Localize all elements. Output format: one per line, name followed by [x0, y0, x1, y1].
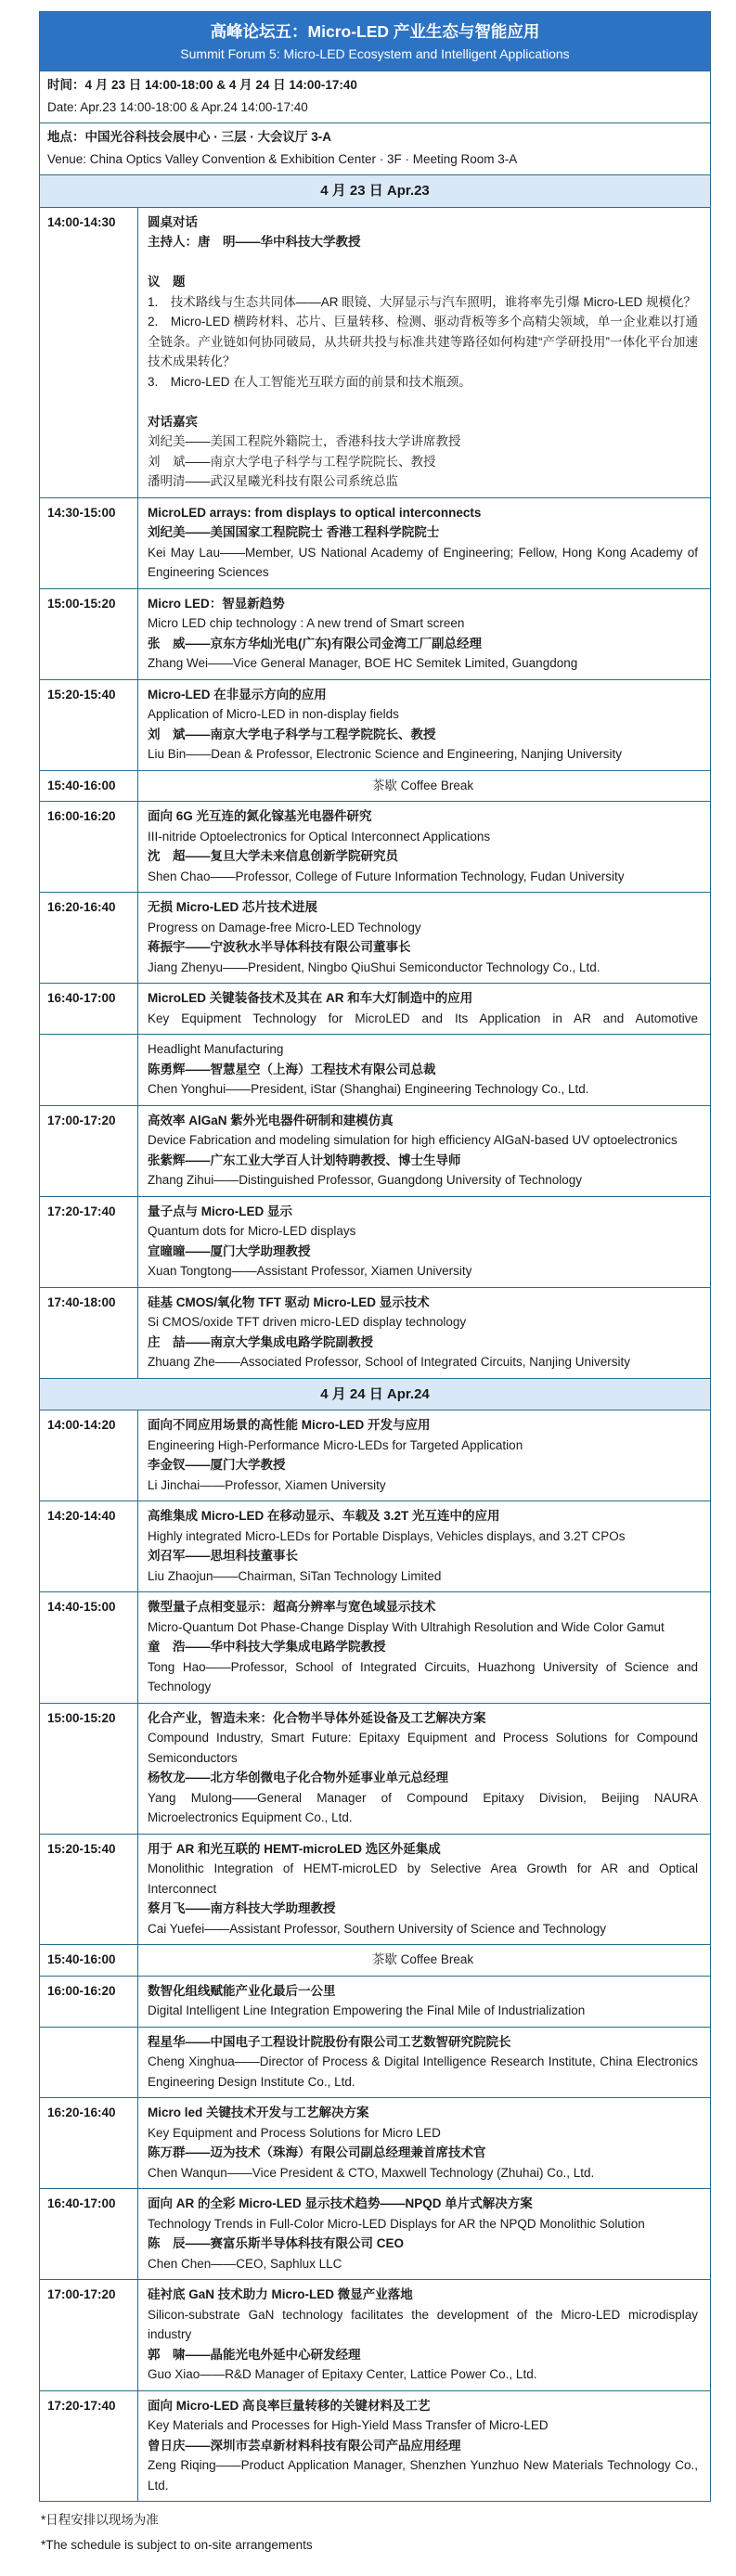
- session-content: [138, 2028, 710, 2098]
- session-title-line: Micro-LED 在非显示方向的应用: [148, 687, 327, 702]
- time-cell: 14:00-14:20: [40, 1410, 138, 1501]
- session-text-line: 刘纪美——美国工程院外籍院士，香港科技大学讲席教授: [148, 434, 461, 449]
- session-row: [40, 2390, 710, 2502]
- session-text-line: Silicon-substrate GaN technology facilitates the development of the Micro-LED microdisplay industry: [148, 2307, 698, 2342]
- session-text-line: Technology Trends in Full-Color Micro-LED Displays for AR the NPQD Monolithic Solution: [148, 2216, 645, 2231]
- session-content: [138, 802, 710, 892]
- session-title-line: 微型量子点相变显示：超高分辨率与宽色域显示技术: [148, 1600, 436, 1615]
- session-text-line: Zhang Wei——Vice General Manager, BOE HC Semitek Limited, Guangdong: [148, 656, 578, 671]
- session-row: [40, 1105, 710, 1196]
- time-cell: 17:40-18:00: [40, 1288, 138, 1378]
- session-title-line: 李金钗——厦门大学教授: [148, 1458, 286, 1473]
- session-title-line: 高维集成 Micro-LED 在移动显示、车载及 3.2T 光互连中的应用: [148, 1509, 500, 1524]
- time-cell: 14:40-15:00: [40, 1592, 138, 1703]
- session-row: [40, 983, 710, 1034]
- session-title-line: 用于 AR 和光互联的 HEMT-microLED 选区外延集成: [148, 1841, 441, 1856]
- spacer-line: [148, 252, 698, 273]
- session-content: [138, 1501, 710, 1591]
- session-text-line: 3. Micro-LED 在人工智能光互联方面的前景和技术瓶颈。: [148, 374, 471, 389]
- session-text-line: Chen Yonghui——President, iStar (Shanghai) Engineering Technology Co., Ltd.: [148, 1082, 589, 1097]
- session-text-line: Device Fabrication and modeling simulation for high efficiency AlGaN-based UV optoelectronics: [148, 1133, 678, 1148]
- session-title-line: 对话嘉宾: [148, 414, 198, 429]
- session-title-line: 圆桌对话: [148, 214, 198, 229]
- session-content: [138, 1035, 710, 1105]
- session-row: [40, 1196, 710, 1287]
- session-row: [40, 1976, 710, 2027]
- session-text-line: Chen Chen——CEO, Saphlux LLC: [148, 2256, 342, 2271]
- session-title-line: 硅衬底 GaN 技术助力 Micro-LED 微显产业落地: [148, 2287, 413, 2302]
- session-title-line: 面向 6G 光互连的氮化镓基光电器件研究: [148, 809, 372, 824]
- session-title-line: 庄 喆——南京大学集成电路学院副教授: [148, 1334, 373, 1349]
- session-text-line: Liu Bin——Dean & Professor, Electronic Science and Engineering, Nanjing University: [148, 747, 623, 762]
- session-text-line: Liu Zhaojun——Chairman, SiTan Technology Limited: [148, 1568, 442, 1583]
- session-text-line: Micro-Quantum Dot Phase-Change Display With Ultrahigh Resolution and Wide Color Gamut: [148, 1619, 665, 1634]
- session-text-line: Key Materials and Processes for High-Yield Mass Transfer of Micro-LED: [148, 2418, 549, 2433]
- time-label-en: Date: Apr.23 14:00-18:00 & Apr.24 14:00-17:40: [47, 100, 308, 115]
- session-title-line: 陈万群——迈为技术（珠海）有限公司副总经理兼首席技术官: [148, 2145, 486, 2160]
- session-row: [40, 497, 710, 588]
- session-text-line: Guo Xiao——R&D Manager of Epitaxy Center, Lattice Power Co., Ltd.: [148, 2367, 537, 2382]
- session-title-line: 量子点与 Micro-LED 显示: [148, 1204, 293, 1218]
- time-cell: 15:00-15:20: [40, 1704, 138, 1834]
- session-text-line: Application of Micro-LED in non-display fields: [148, 707, 399, 722]
- session-row: [40, 207, 710, 497]
- break-row: [40, 770, 710, 802]
- session-content: [138, 1704, 710, 1834]
- session-row: [40, 2097, 710, 2188]
- session-title-line: 蔡月飞——南方科技大学助理教授: [148, 1901, 336, 1916]
- session-title-line: Micro led 关键技术开发与工艺解决方案: [148, 2106, 369, 2120]
- time-cell: 16:20-16:40: [40, 2098, 138, 2188]
- session-content: [138, 1977, 710, 2027]
- time-cell: 17:20-17:40: [40, 1197, 138, 1287]
- session-content: [138, 771, 710, 802]
- session-text-line: 刘 斌——南京大学电子科学与工程学院院长、教授: [148, 454, 436, 469]
- session-title-line: 张紫辉——广东工业大学百人计划特聘教授、博士生导师: [148, 1153, 461, 1167]
- session-row: [40, 588, 710, 679]
- time-cell: 16:00-16:20: [40, 802, 138, 892]
- session-title-line: 蒋振宇——宁波秋水半导体科技有限公司董事长: [148, 940, 411, 955]
- session-title-line: 刘召军——思坦科技董事长: [148, 1549, 298, 1564]
- session-text-line: Cheng Xinghua——Director of Process & Digital Intelligence Research Institute, China Electronics Engineering Design Institute Co., Ltd.: [148, 2054, 698, 2089]
- time-cell: 17:20-17:40: [40, 2391, 138, 2502]
- session-row: [40, 1703, 710, 1834]
- day-header-band: 4 月 24 日 Apr.24: [40, 1378, 710, 1410]
- session-text-line: 潘明清——武汉星曦光科技有限公司系统总监: [148, 474, 398, 489]
- session-content: [138, 984, 710, 1034]
- session-content: [138, 1945, 710, 1976]
- session-row: [40, 801, 710, 892]
- session-text-line: Cai Yuefei——Assistant Professor, Southern University of Science and Technology: [148, 1921, 607, 1936]
- venue-label-zh: 地点：中国光谷科技会展中心 · 三层 · 大会议厅 3-A: [47, 130, 331, 145]
- session-row: [40, 2027, 710, 2098]
- session-text-line: Chen Wanqun——Vice President & CTO, Maxwell Technology (Zhuhai) Co., Ltd.: [148, 2165, 595, 2180]
- session-text-line: Digital Intelligent Line Integration Empowering the Final Mile of Industrialization: [148, 2003, 586, 2018]
- session-title-line: 陈勇辉——智慧星空（上海）工程技术有限公司总裁: [148, 1062, 436, 1076]
- time-cell: 15:20-15:40: [40, 1835, 138, 1945]
- session-text-line: 1. 技术路线与生态共同体——AR 眼镜、大屏显示与汽车照明，谁将率先引爆 Micro-LED 规模化？: [148, 294, 697, 309]
- session-text-line: 2. Micro-LED 横跨材料、芯片、巨量转移、检测、驱动背板等多个高精尖领域，单一企业难以打通全链条。产业链如何协同破局，从共研共投与标准共建等路径如何构建“产学研投用”一体化平台加速技术成果转化？: [148, 315, 698, 369]
- session-text-line: Zhuang Zhe——Associated Professor, School of Integrated Circuits, Nanjing University: [148, 1355, 630, 1370]
- time-cell: 14:00-14:30: [40, 208, 138, 497]
- time-cell: 17:00-17:20: [40, 2280, 138, 2390]
- time-cell: 16:20-16:40: [40, 893, 138, 983]
- session-text-line: III-nitride Optoelectronics for Optical Interconnect Applications: [148, 829, 491, 844]
- forum-title-en: Summit Forum 5: Micro-LED Ecosystem and Intelligent Applications: [180, 46, 570, 61]
- session-title-line: 宣曈曈——厦门大学助理教授: [148, 1243, 311, 1258]
- session-row: [40, 1501, 710, 1591]
- session-text-line: Yang Mulong——General Manager of Compound Epitaxy Division, Beijing NAURA Microelectronics Equipment Co., Ltd.: [148, 1790, 698, 1825]
- time-cell: 16:40-17:00: [40, 2189, 138, 2279]
- session-title-line: Micro LED：智显新趋势: [148, 596, 285, 611]
- session-text-line: Tong Hao——Professor, School of Integrated Circuits, Huazhong University of Science and Technology: [148, 1659, 698, 1694]
- time-cell: 15:40-16:00: [40, 771, 138, 802]
- session-content: [138, 1592, 710, 1703]
- session-text-line: Si CMOS/oxide TFT driven micro-LED display technology: [148, 1315, 467, 1330]
- session-content: [138, 1106, 710, 1196]
- session-content: [138, 589, 710, 679]
- session-row: [40, 1034, 710, 1105]
- session-content: [138, 1197, 710, 1287]
- session-text-line: Quantum dots for Micro-LED displays: [148, 1224, 356, 1239]
- session-text-line: Progress on Damage-free Micro-LED Technology: [148, 920, 421, 934]
- break-row: [40, 1944, 710, 1976]
- venue-label-en: Venue: China Optics Valley Convention & Exhibition Center · 3F · Meeting Room 3-A: [47, 152, 518, 167]
- session-title-line: 议 题: [148, 275, 186, 290]
- time-cell: 14:30-15:00: [40, 498, 138, 588]
- footnote-en: *The schedule is subject to on-site arrangements: [41, 2538, 313, 2553]
- session-text-line: Compound Industry, Smart Future: Epitaxy Equipment and Process Solutions for Compound Semiconductors: [148, 1731, 698, 1765]
- footnotes: [39, 2507, 711, 2557]
- session-title-line: 郭 啸——晶能光电外延中心研发经理: [148, 2347, 361, 2362]
- session-text-line: Highly integrated Micro-LEDs for Portable Displays, Vehicles displays, and 3.2T CPOs: [148, 1528, 626, 1543]
- session-row: [40, 1834, 710, 1945]
- session-title-line: MicroLED 关键装备技术及其在 AR 和车大灯制造中的应用: [148, 991, 473, 1006]
- time-label-zh: 时间：4 月 23 日 14:00-18:00 & 4 月 24 日 14:00-17:40: [47, 78, 357, 93]
- forum-title-zh: 高峰论坛五：Micro-LED 产业生态与智能应用: [210, 22, 540, 41]
- time-cell: 16:00-16:20: [40, 1977, 138, 2027]
- info-row-time: [40, 71, 710, 122]
- time-cell: [40, 2028, 138, 2098]
- session-row: [40, 1287, 710, 1378]
- session-title-line: 化合产业，智造未来：化合物半导体外延设备及工艺解决方案: [148, 1710, 486, 1725]
- session-text-line: Monolithic Integration of HEMT-microLED by Selective Area Growth for AR and Optical Interconnect: [148, 1861, 698, 1896]
- session-title-line: 刘纪美——美国国家工程院院士 香港工程科学院院士: [148, 525, 440, 540]
- session-text-line: Engineering High-Performance Micro-LEDs for Targeted Application: [148, 1437, 523, 1452]
- session-text-line: Shen Chao——Professor, College of Future Information Technology, Fudan University: [148, 869, 625, 883]
- time-cell: 15:00-15:20: [40, 589, 138, 679]
- session-row: [40, 892, 710, 983]
- session-content: [138, 2189, 710, 2279]
- session-title-line: 主持人：唐 明——华中科技大学教授: [148, 235, 361, 250]
- session-title-line: 数智化组线赋能产业化最后一公里: [148, 1983, 336, 1998]
- session-title-line: 面向不同应用场景的高性能 Micro-LED 开发与应用: [148, 1418, 431, 1433]
- break-label: 茶歇 Coffee Break: [371, 778, 474, 792]
- session-row: [40, 679, 710, 770]
- session-content: [138, 1288, 710, 1378]
- session-title-line: 陈 辰——赛富乐斯半导体科技有限公司 CEO: [148, 2236, 405, 2251]
- spacer-line: [148, 392, 698, 412]
- session-title-line: 程星华——中国电子工程设计院股份有限公司工艺数智研究院院长: [148, 2034, 511, 2049]
- time-cell: 14:20-14:40: [40, 1501, 138, 1591]
- session-title-line: 面向 Micro-LED 高良率巨量转移的关键材料及工艺: [148, 2398, 431, 2413]
- session-content: [138, 893, 710, 983]
- session-row: [40, 1410, 710, 1501]
- time-cell: 15:20-15:40: [40, 680, 138, 770]
- time-cell: 15:40-16:00: [40, 1945, 138, 1976]
- session-text-line: Key Equipment and Process Solutions for Micro LED: [148, 2125, 441, 2140]
- footnote-zh: *日程安排以现场为准: [41, 2513, 159, 2528]
- session-title-line: 张 威——京东方华灿光电(广东)有限公司金湾工厂副总经理: [148, 636, 482, 650]
- session-content: [138, 208, 710, 497]
- session-text-line: Key Equipment Technology for MicroLED and Its Application in AR and Automotive: [148, 1011, 698, 1025]
- session-text-line: Zeng Riqing——Product Application Manager, Shenzhen Yunzhuo New Materials Technology Co., Ltd.: [148, 2458, 698, 2492]
- schedule-table: [39, 11, 711, 2502]
- session-title-line: 硅基 CMOS/氧化物 TFT 驱动 Micro-LED 显示技术: [148, 1294, 430, 1309]
- session-row: [40, 1591, 710, 1703]
- session-text-line: Zhang Zihui——Distinguished Professor, Guangdong University of Technology: [148, 1173, 583, 1188]
- session-text-line: Kei May Lau——Member, US National Academy of Engineering; Fellow, Hong Kong Academy of Engineering Sciences: [148, 545, 698, 580]
- session-text-line: Xuan Tongtong——Assistant Professor, Xiamen University: [148, 1264, 472, 1279]
- time-cell: 17:00-17:20: [40, 1106, 138, 1196]
- break-label: 茶歇 Coffee Break: [371, 1952, 474, 1967]
- session-text-line: Jiang Zhenyu——President, Ningbo QiuShui Semiconductor Technology Co., Ltd.: [148, 960, 600, 974]
- day-header-band: 4 月 23 日 Apr.23: [40, 174, 710, 207]
- session-content: [138, 2280, 710, 2390]
- session-title-line: 曾日庆——深圳市芸卓新材料科技有限公司产品应用经理: [148, 2438, 461, 2453]
- session-title-line: 无损 Micro-LED 芯片技术进展: [148, 900, 318, 915]
- session-title-line: 面向 AR 的全彩 Micro-LED 显示技术趋势——NPQD 单片式解决方案: [148, 2196, 533, 2211]
- info-row-venue: [40, 122, 710, 174]
- session-row: [40, 2188, 710, 2279]
- session-content: [138, 2391, 710, 2502]
- session-content: [138, 1410, 710, 1501]
- session-title-line: 杨牧龙——北方华创微电子化合物外延事业单元总经理: [148, 1771, 448, 1785]
- session-title-line: 沈 超——复旦大学未来信息创新学院研究员: [148, 849, 398, 864]
- session-text-line: Micro LED chip technology : A new trend of Smart screen: [148, 616, 465, 631]
- session-title-line: MicroLED arrays: from displays to optical interconnects: [148, 505, 482, 520]
- session-row: [40, 2279, 710, 2390]
- session-content: [138, 498, 710, 588]
- session-content: [138, 2098, 710, 2188]
- session-title-line: 刘 斌——南京大学电子科学与工程学院院长、教授: [148, 727, 436, 741]
- time-cell: 16:40-17:00: [40, 984, 138, 1034]
- session-text-line: Headlight Manufacturing: [148, 1042, 284, 1057]
- session-content: [138, 680, 710, 770]
- time-cell: [40, 1035, 138, 1105]
- session-text-line: Li Jinchai——Professor, Xiamen University: [148, 1477, 386, 1492]
- session-title-line: 童 浩——华中科技大学集成电路学院教授: [148, 1640, 386, 1655]
- session-title-line: 高效率 AlGaN 紫外光电器件研制和建模仿真: [148, 1113, 394, 1127]
- forum-banner: [40, 12, 710, 71]
- session-content: [138, 1835, 710, 1945]
